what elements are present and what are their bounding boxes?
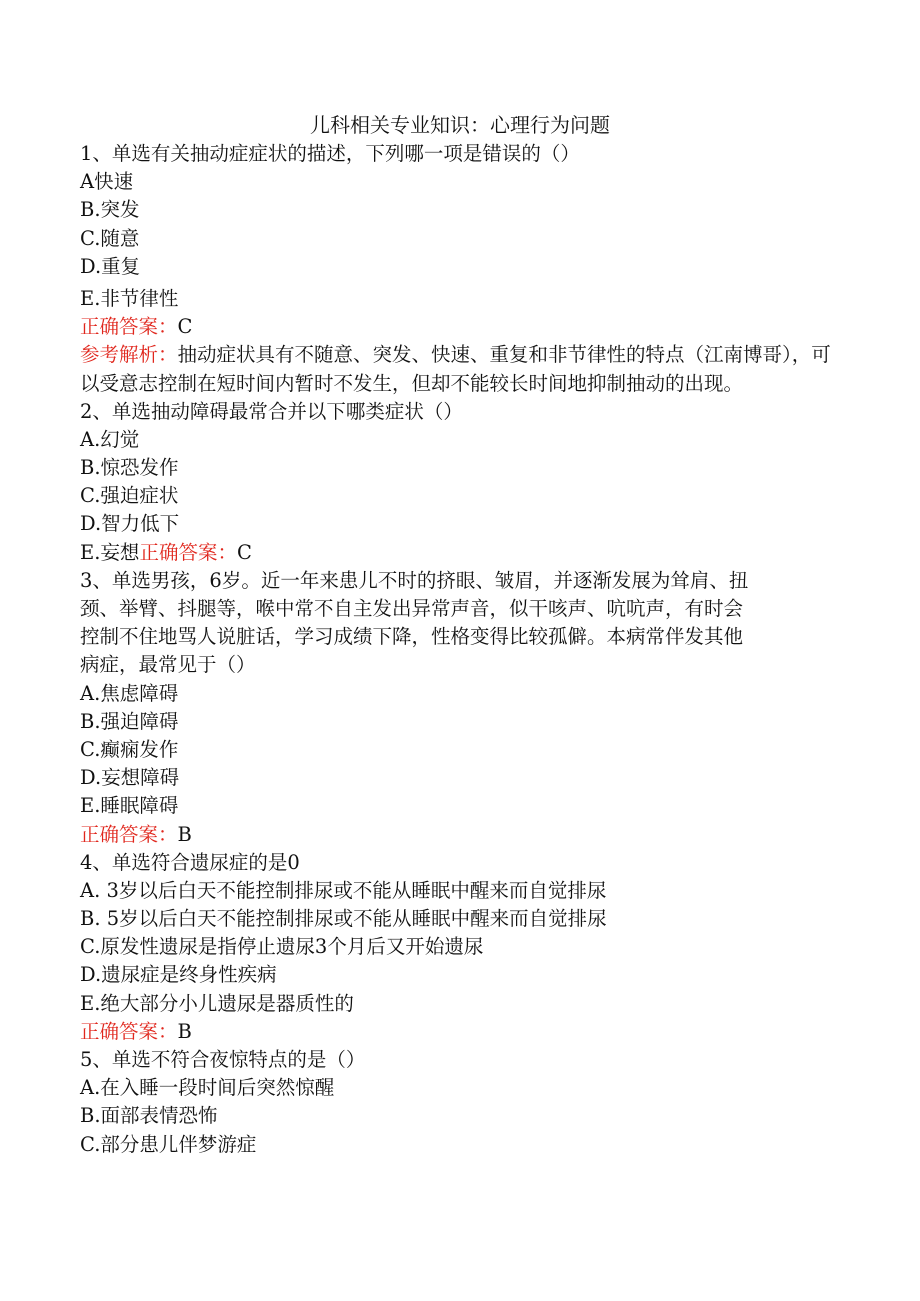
question-4-option-d: D.遗尿症是终身性疾病 [80, 963, 277, 987]
question-1-analysis [80, 341, 840, 397]
question-3-stem-line-3: 控制不住地骂人说脏话，学习成绩下降，性格变得比较孤僻。本病常伴发其他 [80, 625, 744, 649]
question-1-option-d: D.重复 [80, 254, 141, 278]
document-body [80, 140, 840, 1159]
question-3-option-b: B.强迫障碍 [80, 709, 179, 733]
document-title: 儿科相关专业知识：心理行为问题 [310, 113, 610, 137]
question-1-stem: 1、单选有关抽动症症状的描述，下列哪一项是错误的（） [80, 142, 580, 165]
question-1-answer [80, 313, 840, 341]
question-3-stem-line-2: 颈、举臂、抖腿等，喉中常不自主发出异常声音，似干咳声、吭吭声，有时会 [80, 597, 744, 621]
answer-label: 正确答案： [80, 315, 178, 339]
question-5-option-b: B.面部表情恐怖 [80, 1104, 218, 1128]
analysis-text: 抽动症状具有不随意、突发、快速、重复和非节律性的特点（江南博哥），可以受意志控制在短时间内暂时不发生，但却不能较长时间地抑制抽动的出现。 [80, 343, 831, 395]
question-5-option-c: C.部分患儿伴梦游症 [80, 1132, 257, 1156]
question-3-answer [80, 821, 840, 849]
question-3-stem-line-1: 3、单选男孩，6岁。近一年来患儿不时的挤眼、皱眉，并逐渐发展为耸肩、扭 [80, 568, 749, 592]
question-4-option-e: E.绝大部分小儿遗尿是器质性的 [80, 991, 354, 1015]
question-2-option-c: C.强迫症状 [80, 484, 179, 508]
question-4-option-b: B. 5岁以后白天不能控制排尿或不能从睡眠中醒来而自觉排尿 [80, 907, 607, 931]
question-3-option-a: A.焦虑障碍 [80, 681, 179, 705]
question-3-option-d: D.妄想障碍 [80, 766, 180, 790]
answer-value: B [177, 1019, 192, 1043]
question-2-stem: 2、单选抽动障碍最常合并以下哪类症状（） [80, 399, 463, 423]
answer-label: 正确答案： [80, 822, 178, 846]
question-1-option-c: C.随意 [80, 226, 140, 250]
question-5-option-a: A.在入睡一段时间后突然惊醒 [80, 1076, 335, 1100]
analysis-label: 参考解析： [80, 343, 178, 367]
question-1-option-e: E.非节律性 [80, 286, 179, 310]
question-4-answer [80, 1018, 840, 1046]
question-4-option-c: C.原发性遗尿是指停止遗尿3个月后又开始遗尿 [80, 935, 484, 959]
question-3-option-e: E.睡眠障碍 [80, 794, 179, 818]
answer-label: 正确答案： [139, 540, 237, 564]
question-4-stem: 4、单选符合遗尿症的是0 [80, 850, 300, 874]
question-4-option-a: A. 3岁以后白天不能控制排尿或不能从睡眠中醒来而自觉排尿 [80, 878, 607, 902]
question-2-option-d: D.智力低下 [80, 512, 180, 536]
answer-value: B [177, 822, 192, 846]
answer-value: C [236, 540, 252, 564]
question-2-option-b: B.惊恐发作 [80, 456, 179, 480]
question-1-option-b: B.突发 [80, 198, 140, 222]
answer-label: 正确答案： [80, 1019, 178, 1043]
question-5-stem: 5、单选不符合夜惊特点的是（） [80, 1048, 366, 1072]
question-2-option-e: E.妄想 [80, 540, 140, 564]
question-3-stem-line-4: 病症，最常见于（） [80, 653, 256, 677]
question-2-option-a: A.幻觉 [80, 427, 140, 451]
question-2-option-e-with-answer [80, 539, 840, 567]
question-1-option-a: A快速 [80, 170, 134, 194]
question-3-option-c: C.癫痫发作 [80, 737, 179, 761]
answer-value: C [177, 315, 193, 339]
